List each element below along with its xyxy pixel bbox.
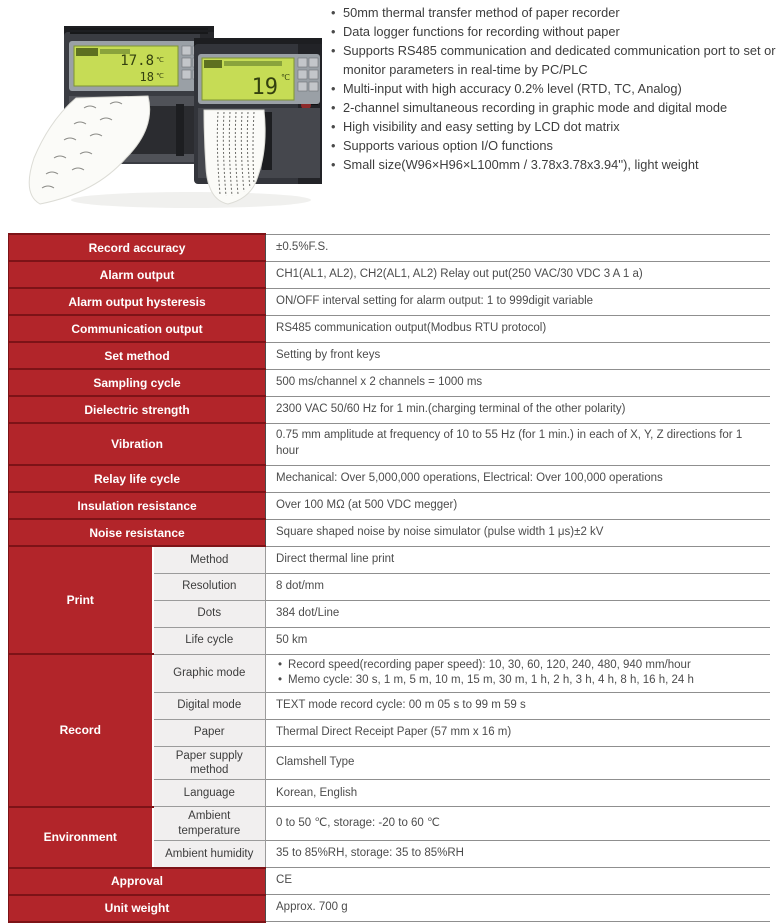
row-value: 8 dot/mm [266,573,770,600]
group-label-print: Print [9,546,153,654]
sub-label: Language [153,780,266,807]
sub-label: Resolution [153,573,266,600]
sub-label: Digital mode [153,692,266,719]
row-value [266,654,770,692]
product-image [6,8,322,213]
row-label: Relay life cycle [9,465,266,492]
sub-label: Paper [153,719,266,746]
row-value: 35 to 85%RH, storage: 35 to 85%RH [266,841,770,868]
row-label: Set method [9,342,266,369]
row-label: Approval [9,868,266,895]
row-value: 2300 VAC 50/60 Hz for 1 min.(charging terminal of the other polarity) [266,396,770,423]
table-row [9,546,771,573]
row-value: RS485 communication output(Modbus RTU protocol) [266,315,770,342]
row-value: 50 km [266,627,770,654]
row-value: 0 to 50 ℃, storage: -20 to 60 ℃ [266,807,770,841]
table-row [9,807,771,841]
group-label-environment: Environment [9,807,153,868]
lcd-left-line1: 17.8 [120,53,154,69]
table-row [9,396,771,423]
feature-item: • Supports various option I/O functions [330,136,776,155]
sub-label: Ambient temperature [153,807,266,841]
row-label: Communication output [9,315,266,342]
feature-list [330,3,776,174]
paper-right [204,110,265,204]
group-label-record: Record [9,654,153,807]
row-value: Korean, English [266,780,770,807]
row-value: CE [266,868,770,895]
row-value: ON/OFF interval setting for alarm output: 1 to 999digit variable [266,288,770,315]
recorder-right [194,38,322,204]
table-row [9,654,771,692]
feature-item: • 2-channel simultaneous recording in graphic mode and digital mode [330,98,776,117]
row-value: 500 ms/channel x 2 channels = 1000 ms [266,369,770,396]
row-value: Clamshell Type [266,746,770,780]
shadow [71,192,311,208]
row-value: Approx. 700 g [266,895,770,922]
table-row [9,315,771,342]
lcd-right-unit: ℃ [281,73,290,82]
row-label: Dielectric strength [9,396,266,423]
row-label: Unit weight [9,895,266,922]
lcd-right-value: 19 [251,75,278,100]
row-value: CH1(AL1, AL2), CH2(AL1, AL2) Relay out put(250 VAC/30 VDC 3 A 1 a) [266,261,770,288]
sub-label: Life cycle [153,627,266,654]
sub-label: Method [153,546,266,573]
row-value: TEXT mode record cycle: 00 m 05 s to 99 m 59 s [266,692,770,719]
table-row [9,868,771,895]
row-label: Record accuracy [9,234,266,261]
sub-label: Ambient humidity [153,841,266,868]
spec-table [8,233,770,923]
recorder-left [29,26,214,204]
table-row [9,465,771,492]
feature-item: • Small size(W96×H96×L100mm / 3.78x3.78x3.94''), light weight [330,155,776,174]
table-row [9,288,771,315]
feature-item: • 50mm thermal transfer method of paper recorder [330,3,776,22]
table-row [9,234,771,261]
row-label: Sampling cycle [9,369,266,396]
row-value: Setting by front keys [266,342,770,369]
table-row [9,342,771,369]
lcd-left-unit1: ℃ [156,56,164,64]
row-value: Mechanical: Over 5,000,000 operations, Electrical: Over 100,000 operations [266,465,770,492]
row-value: 384 dot/Line [266,600,770,627]
row-value: Thermal Direct Receipt Paper (57 mm x 16 m) [266,719,770,746]
feature-item: • High visibility and easy setting by LCD dot matrix [330,117,776,136]
value-bullet: • Memo cycle: 30 s, 1 m, 5 m, 10 m, 15 m, 30 m, 1 h, 2 h, 3 h, 4 h, 8 h, 16 h, 24 h [276,673,762,689]
row-label: Insulation resistance [9,492,266,519]
row-label: Vibration [9,423,266,465]
row-value: Over 100 MΩ (at 500 VDC megger) [266,492,770,519]
sub-label: Paper supply method [153,746,266,780]
row-label: Alarm output hysteresis [9,288,266,315]
feature-item: • Data logger functions for recording without paper [330,22,776,41]
feature-item: • Supports RS485 communication and dedicated communication port to set or monitor parameters in real-time by PC/PLC [330,41,776,79]
table-row [9,895,771,922]
row-label: Alarm output [9,261,266,288]
sub-label: Dots [153,600,266,627]
table-row [9,492,771,519]
lcd-left-line2: 18 [139,70,154,84]
sub-label: Graphic mode [153,654,266,692]
row-value: 0.75 mm amplitude at frequency of 10 to 55 Hz (for 1 min.) in each of X, Y, Z directions for 1 hour [266,423,770,465]
row-label: Noise resistance [9,519,266,546]
row-value: Square shaped noise by noise simulator (pulse width 1 μs)±2 kV [266,519,770,546]
table-row [9,519,771,546]
row-value: ±0.5%F.S. [266,234,770,261]
value-bullet: • Record speed(recording paper speed): 10, 30, 60, 120, 240, 480, 940 mm/hour [276,658,762,674]
lcd-left-unit2: ℃ [156,72,164,80]
table-row [9,261,771,288]
recorders-illustration [6,8,322,213]
paper-left [29,96,149,204]
table-row [9,423,771,465]
table-row [9,369,771,396]
row-value: Direct thermal line print [266,546,770,573]
feature-item: • Multi-input with high accuracy 0.2% level (RTD, TC, Analog) [330,79,776,98]
